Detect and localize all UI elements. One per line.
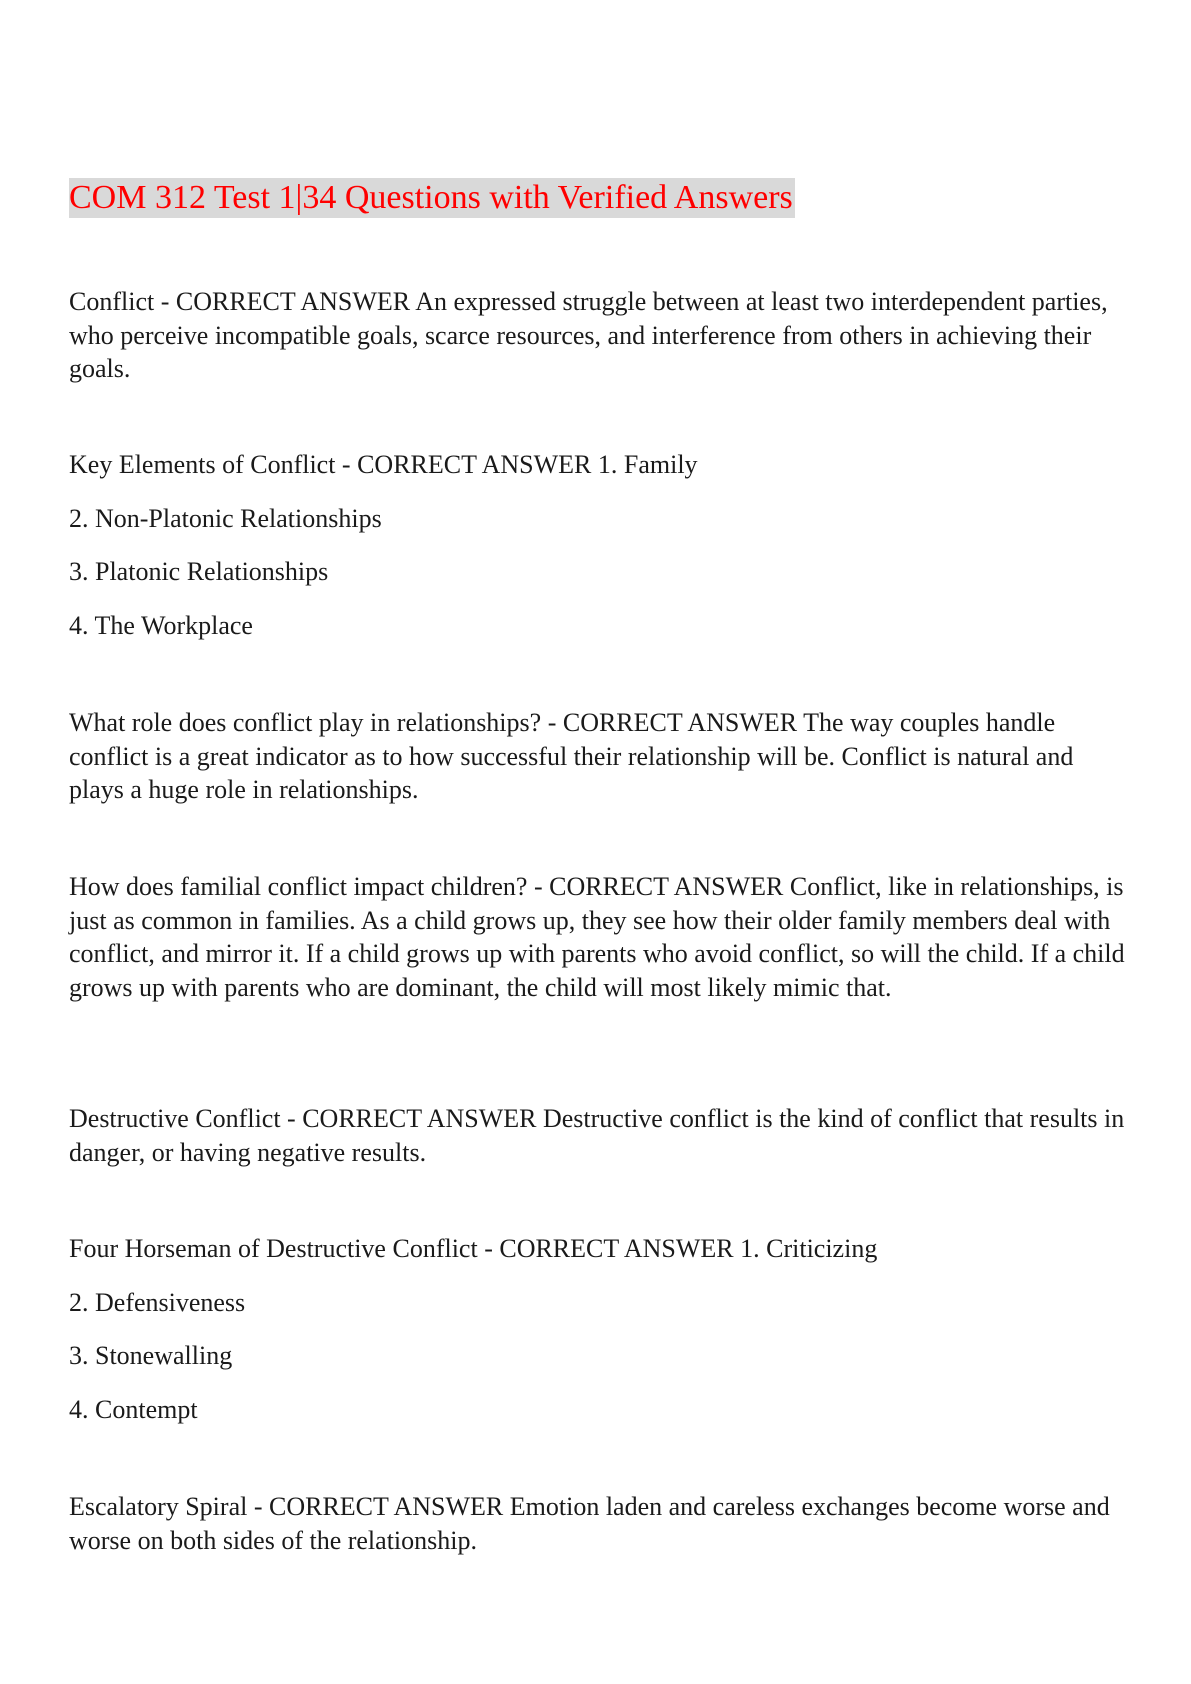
qa-entry-line: 3. Stonewalling (69, 1341, 233, 1370)
qa-entry-key-elements (69, 448, 698, 642)
document-page (69, 178, 1125, 1555)
qa-entry-familial-conflict (69, 870, 1125, 1004)
document-title: COM 312 Test 1|34 Questions with Verified Answers (69, 179, 793, 216)
qa-entry-text: Conflict - CORRECT ANSWER An expressed struggle between at least two interdependent parties, who perceive incompatible goals, scarce resources, and interference from others in achieving their goals. (69, 287, 1108, 383)
qa-entry-text: Escalatory Spiral - CORRECT ANSWER Emotion laden and careless exchanges become worse and worse on both sides of the relationship. (69, 1492, 1110, 1555)
qa-entry-line: Four Horseman of Destructive Conflict - CORRECT ANSWER 1. Criticizing (69, 1234, 878, 1263)
qa-entry-line: 3. Platonic Relationships (69, 557, 329, 586)
qa-entry-four-horseman (69, 1232, 877, 1426)
qa-entry-line: 2. Defensiveness (69, 1287, 246, 1317)
qa-entry-text: How does familial conflict impact children? - CORRECT ANSWER Conflict, like in relationships, is just as common in families. As a child grows up, they see how their older family members deal with conflict, and mirror it. If a child grows up with parents who avoid conflict, so will the child. If a child grows up with parents who are dominant, the child will most likely mimic that. (69, 872, 1125, 1002)
qa-entry-escalatory-spiral (69, 1490, 1125, 1557)
qa-entry-conflict (69, 285, 1125, 386)
qa-entry-line: 4. The Workplace (69, 610, 253, 640)
qa-entry-text: Destructive Conflict - CORRECT ANSWER Destructive conflict is the kind of conflict that results in danger, or having negative results. (69, 1104, 1125, 1167)
qa-entry-destructive-conflict (69, 1102, 1125, 1169)
qa-entry-role-of-conflict (69, 706, 1125, 807)
qa-entry-text: What role does conflict play in relationships? - CORRECT ANSWER The way couples handle conflict is a great indicator as to how successful their relationship will be. Conflict is natural and plays a huge role in relationships. (69, 708, 1074, 804)
qa-entry-line: 2. Non-Platonic Relationships (69, 503, 382, 533)
qa-entry-line: Key Elements of Conflict - CORRECT ANSWER 1. Family (69, 450, 698, 479)
qa-entry-line: 4. Contempt (69, 1394, 198, 1424)
